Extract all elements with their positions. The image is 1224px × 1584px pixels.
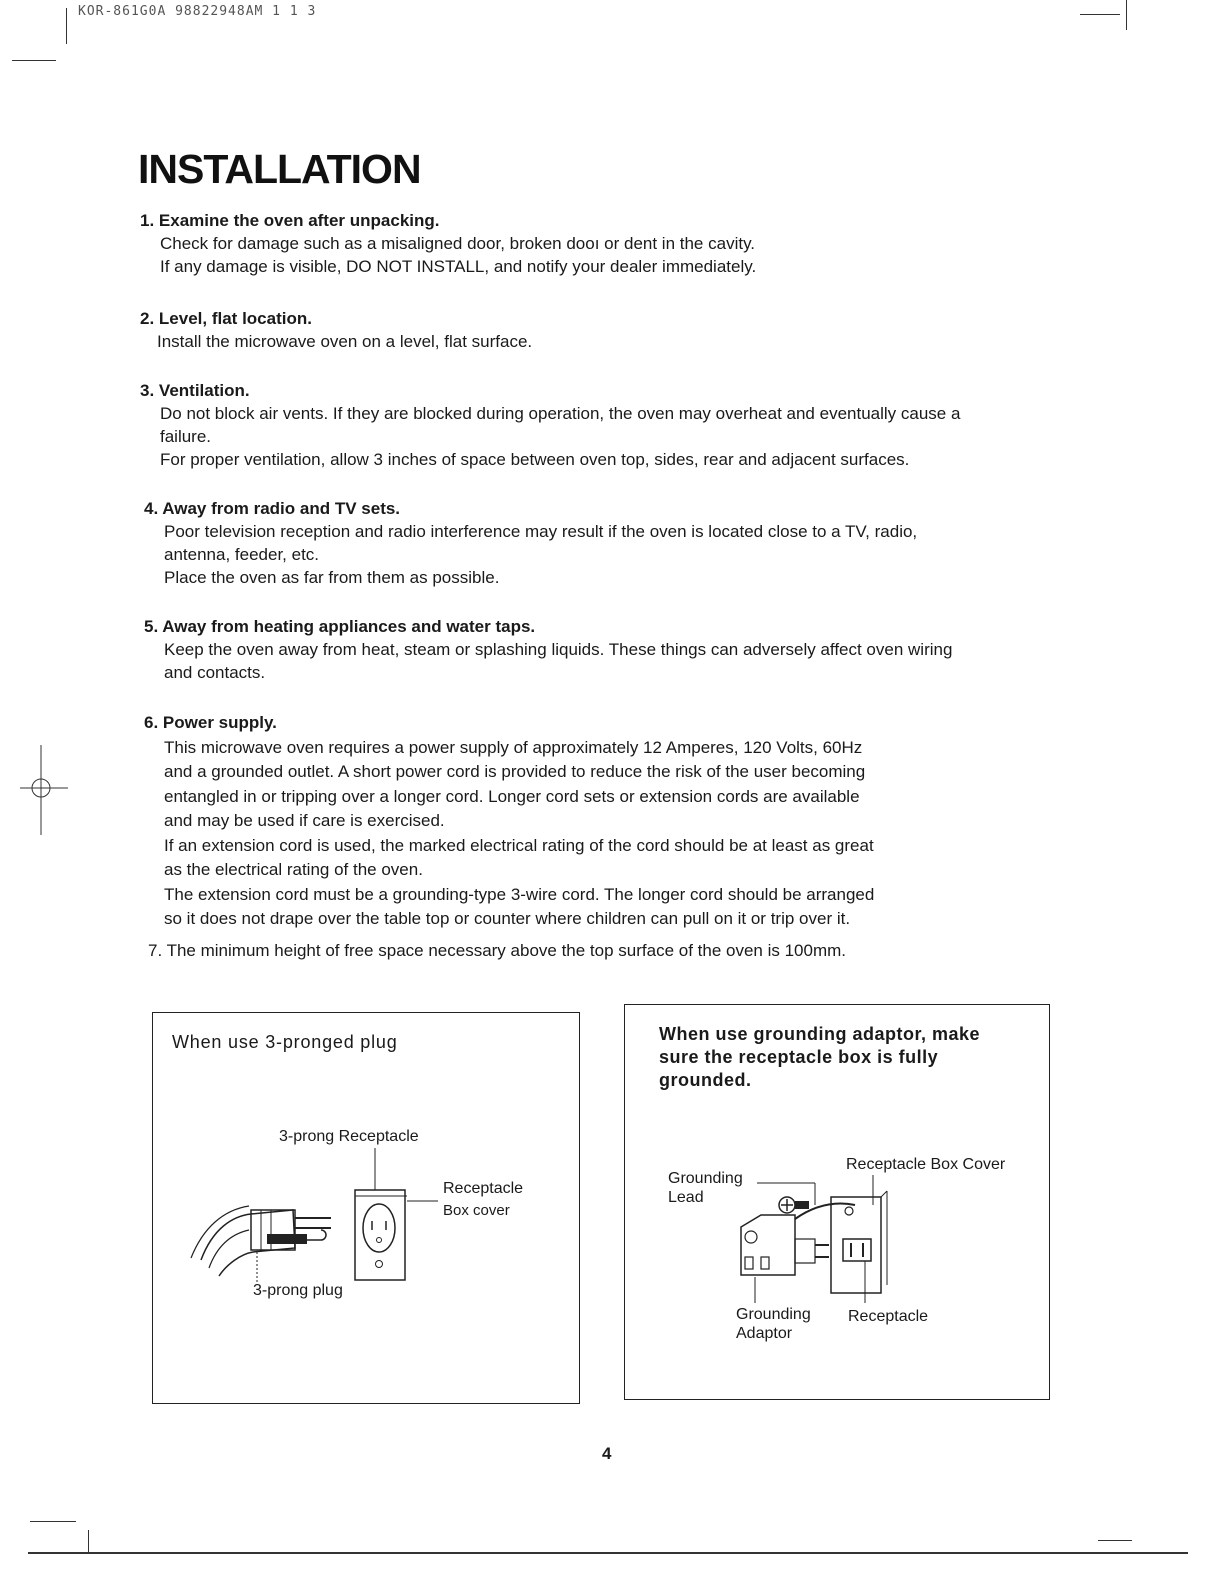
item-heading: 4. Away from radio and TV sets. — [144, 499, 401, 518]
item-body: This microwave oven requires a power supply of approximately 12 Amperes, 120 Volts, 60Hz and a grounded outlet. A short power cord is provided to reduce the risk of the user becoming entangled in or tripping over a longer cord. Longer cord sets or extension cords are available and may be used if care is exercised. If an extension cord is used, the marked electrical rating of the cord should be at least as great as the electrical rating of the oven. The extension cord must be a grounding-type 3-wire cord. The longer cord should be arranged so it does not drape over the table top or counter where children can pull on it or trip over it. — [164, 737, 875, 928]
label-box-cover: Box cover — [443, 1202, 510, 1219]
item-7-text: 7. The minimum height of free space necessary above the top surface of the oven is 100mm. — [148, 941, 847, 960]
list-item — [140, 379, 1060, 471]
list-item — [144, 497, 1064, 589]
three-prong-plug-illustration-icon — [183, 1148, 443, 1288]
item-heading: 2. Level, flat location. — [140, 309, 312, 328]
three-prong-plug-box — [152, 1012, 580, 1404]
item-body: Install the microwave oven on a level, flat surface. — [157, 332, 533, 351]
item-body: Check for damage such as a misaligned door, broken dooı or dent in the cavity. If any damage is visible, DO NOT INSTALL, and notify your dealer immediately. — [160, 234, 757, 276]
crop-mark-top-right-h — [1080, 14, 1120, 15]
registration-mark-icon — [20, 745, 70, 835]
page-number: 4 — [602, 1444, 612, 1463]
list-item — [140, 209, 1060, 278]
item-heading: 1. Examine the oven after unpacking. — [140, 211, 440, 230]
list-item — [140, 307, 1060, 353]
label-grounding-adaptor: Grounding Adaptor — [736, 1306, 811, 1342]
grounding-adaptor-illustration-icon — [725, 1175, 895, 1305]
label-3-prong-receptacle: 3-prong Receptacle — [279, 1128, 419, 1145]
crop-mark-bottom-left-v — [88, 1530, 89, 1554]
item-heading: 5. Away from heating appliances and water taps. — [144, 617, 536, 636]
list-item — [144, 615, 1064, 684]
list-item — [144, 711, 1064, 932]
label-3-prong-plug: 3-prong plug — [253, 1282, 343, 1299]
grounding-adaptor-box — [624, 1004, 1050, 1400]
label-receptacle-box-cover: Receptacle Box Cover — [846, 1156, 1006, 1173]
crop-mark-bottom-left — [30, 1521, 76, 1522]
item-body: Do not block air vents. If they are blocked during operation, the oven may overheat and eventually cause a failure. For proper ventilation, allow 3 inches of space between oven top, sides, rear and adjacent surfaces. — [160, 404, 961, 469]
label-grounding-lead: Grounding Lead — [668, 1170, 743, 1206]
document-code: KOR-861G0A 98822948AM 1 1 3 — [78, 4, 317, 19]
crop-mark-bottom-right — [1098, 1540, 1132, 1541]
bottom-rule — [28, 1552, 1188, 1554]
box-title: When use grounding adaptor, make sure the receptacle box is fully grounded. — [659, 1024, 981, 1090]
page-title: INSTALLATION — [138, 146, 421, 192]
label-receptacle: Receptacle — [443, 1180, 524, 1197]
crop-mark-top-left — [66, 8, 67, 44]
item-heading: 6. Power supply. — [144, 713, 277, 732]
label-receptacle: Receptacle — [848, 1308, 929, 1325]
item-body: Poor television reception and radio interference may result if the oven is located close to a TV, radio, antenna, feeder, etc. Place the oven as far from them as possible. — [164, 522, 918, 587]
item-body: Keep the oven away from heat, steam or splashing liquids. These things can adversely affect oven wiring and contacts. — [164, 640, 953, 682]
item-heading: 3. Ventilation. — [140, 381, 250, 400]
crop-mark-top-left-h — [12, 60, 56, 61]
box-title: When use 3-pronged plug — [172, 1032, 398, 1052]
crop-mark-top-right-v — [1126, 0, 1127, 30]
